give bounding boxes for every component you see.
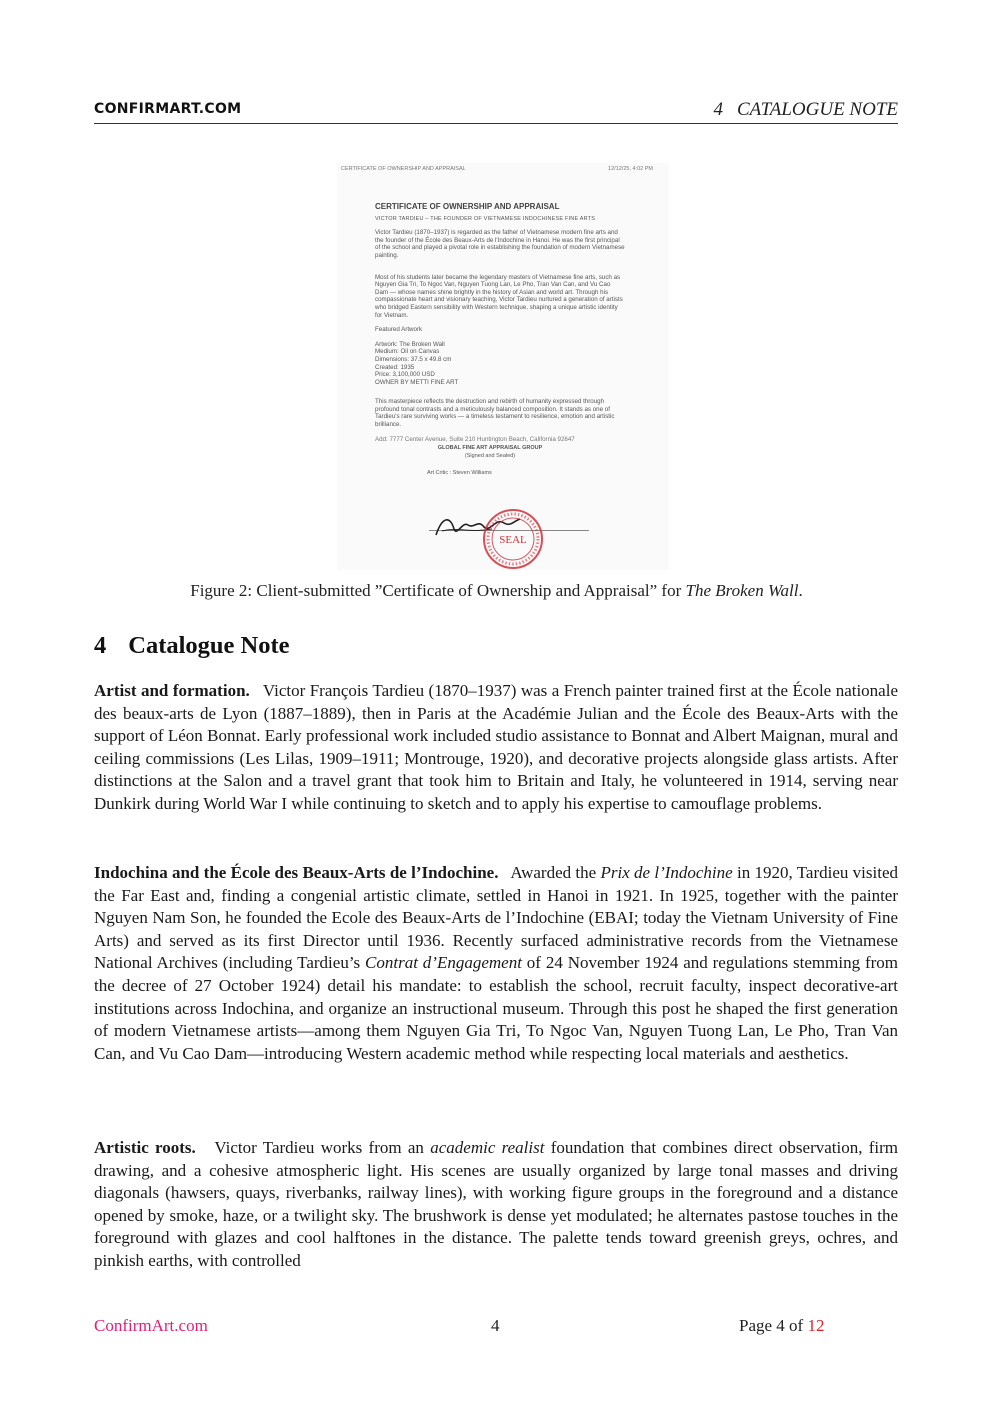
certificate-detail: Created: 1935 <box>375 363 415 371</box>
footer-total-pages-link[interactable]: 12 <box>807 1316 825 1335</box>
certificate-details <box>375 341 625 387</box>
section-heading <box>94 632 290 660</box>
seal-text: SEAL <box>499 534 527 546</box>
figure-caption-prefix: Figure 2: Client-submitted ”Certificate of Ownership and Appraisal” for <box>190 581 686 600</box>
paragraph-text: Victor François Tardieu (1870–1937) was a French painter trained first at the École nationale des beaux-arts de Lyon (1887–1889), then in Paris at the Académie Julian and the École des Beaux-Arts with the support of Léon Bonnat. Early professional work included studio assistance to Bonnat and Albert Maignan, mural and ceiling commissions (Les Lilas, 1909–1911; Montrouge, 1920), and decorative projects alongside glass artists. After distinctions at the Salon and a travel grant that took him to Britain and Italy, he volunteered in 1914, serving near Dunkirk during World War I while continuing to sketch and to apply his expertise to camouflage problems. <box>94 681 898 813</box>
paragraph-indochina <box>94 862 898 1065</box>
certificate-topline <box>341 166 665 172</box>
paragraph-text: Victor Tardieu works from an <box>214 1138 431 1157</box>
paragraph-artistic-roots <box>94 1137 898 1273</box>
certificate-critic: Art Critic : Steven Williams <box>427 470 492 477</box>
certificate-topline-right: 12/12/25, 4:02 PM <box>608 166 653 172</box>
footer-page-prefix: Page 4 of <box>739 1316 808 1335</box>
certificate-topline-left: CERTIFICATE OF OWNERSHIP AND APPRAISAL <box>341 166 466 172</box>
certificate-group: GLOBAL FINE ART APPRAISAL GROUP <box>437 445 543 452</box>
paragraph-italic: Prix de l’Indochine <box>600 863 733 882</box>
paragraph-artist-formation <box>94 680 898 816</box>
running-header <box>94 99 898 124</box>
site-logo[interactable]: CONFIRMART.COM <box>94 101 242 117</box>
section-number: 4 <box>94 632 107 659</box>
certificate-detail: Medium: Oil on Canvas <box>375 348 440 356</box>
certificate-title: CERTIFICATE OF OWNERSHIP AND APPRAISAL <box>375 202 560 211</box>
certificate-signed-note: (Signed and Sealed) <box>464 452 516 459</box>
running-section-number: 4 <box>713 99 723 120</box>
running-section-title <box>714 99 899 121</box>
certificate-subtitle: VICTOR TARDIEU – THE FOUNDER OF VIETNAMESE INDOCHINESE FINE ARTS <box>375 215 596 222</box>
figure-caption-suffix: . <box>798 581 803 600</box>
certificate-paragraph-1: Victor Tardieu (1870–1937) is regarded as the father of Vietnamese modern fine arts and the founder of the École des Beaux-Arts de l'Indochine in Hanoi. He was the first principal of the school and played a pivotal role in establishing the foundation of modern Vietnamese painting. <box>375 229 625 259</box>
footer-page-number: 4 <box>491 1316 500 1335</box>
footer-page-count <box>739 1316 824 1336</box>
figure-caption <box>0 581 993 601</box>
paragraph-heading: Artist and formation. <box>94 681 250 700</box>
certificate-detail: Artwork: The Broken Wall <box>375 340 445 348</box>
certificate-featured-label: Featured Artwork <box>375 326 423 334</box>
paragraph-italic: Contrat d’Engagement <box>365 953 522 973</box>
paragraph-italic: academic realist <box>430 1138 545 1157</box>
certificate-detail: OWNER BY METTI FINE ART <box>375 378 459 386</box>
section-title: Catalogue Note <box>128 632 290 659</box>
paragraph-heading: Artistic roots. <box>94 1138 196 1157</box>
paragraph-heading: Indochina and the École des Beaux-Arts de l’Indochine. <box>94 863 499 882</box>
certificate-image <box>337 163 669 570</box>
certificate-body <box>375 203 625 478</box>
certificate-paragraph-2: Most of his students later became the legendary masters of Vietnamese fine arts, such as Nguyen Gia Tri, To Ngoc Van, Nguyen Tuong Lan, Le Pho, Tran Van Can, and Vu Cao Dam — whose names shine brightly in the history of Asian and world art. Through his compassionate heart and visionary teaching, Victor Tardieu nurtured a generation of artists who bridged Eastern sensibility with Western technique, shaping a unique artistic identity for Vietnam. <box>375 273 623 319</box>
certificate-detail: Price: 3,100,000 USD <box>375 371 435 379</box>
figure-caption-artwork-title: The Broken Wall <box>685 581 799 600</box>
paragraph-text: foundation that combines direct observation, firm drawing, and a cohesive atmospheric light. His scenes are usually organized by large tonal masses and driving diagonals (hawsers, quays, riverbanks, railway lines), with working figure groups in the foreground and a distance opened by smoke, haze, or a twilight sky. The brushwork is dense yet modulated; he alternates pastose touches in the foreground with glazes and cool halftones in the distance. The palette tends toward greenish greys, ochres, and pinkish earths, with controlled <box>94 1138 899 1270</box>
certificate-detail: Dimensions: 37.5 x 49.8 cm <box>375 355 452 363</box>
paragraph-text: Awarded the <box>510 863 601 882</box>
paragraph-text: in 1920, Tardieu visited the Far East and, finding a congenial artistic climate, settled in Hanoi in 1921. In 1925, together with the painter Nguyen Nam Son, he founded the Ecole des Beaux-Arts de l’Indochine (EBAI; today the Vietnam University of Fine Arts) and served as its first Director until 1936. Recently surfaced administrative records from the Vietnamese National Archives (including Tardieu’s <box>94 863 898 973</box>
footer-site-link[interactable]: ConfirmArt.com <box>94 1316 208 1335</box>
paragraph-text: of 24 November 1924 and regulations stemming from the decree of 27 October 1924) detail his mandate: to establish the school, recruit faculty, inspect decorative-art institutions across Indochina, and organize an instructional museum. Through this post he shaped the first generation of modern Vietnamese artists—among them Nguyen Gia Tri, To Ngoc Van, Nguyen Tuong Lan, Le Pho, Tran Van Can, and Vu Cao Dam—introducing Western academic method while respecting local materials and aesthetics. <box>94 953 898 1063</box>
certificate-paragraph-3: This masterpiece reflects the destruction and rebirth of humanity expressed through profound tonal contrasts and a meticulously balanced composition. It stands as one of Tardieu's rare surviving works — a timeless testament to resilience, emotion and artistic brilliance. <box>375 398 615 429</box>
certificate-address: Add: 7777 Center Avenue, Suite 210 Huntington Beach, California 92647 <box>375 435 575 443</box>
seal-stamp-icon <box>482 508 544 570</box>
running-section-name: CATALOGUE NOTE <box>737 99 898 120</box>
